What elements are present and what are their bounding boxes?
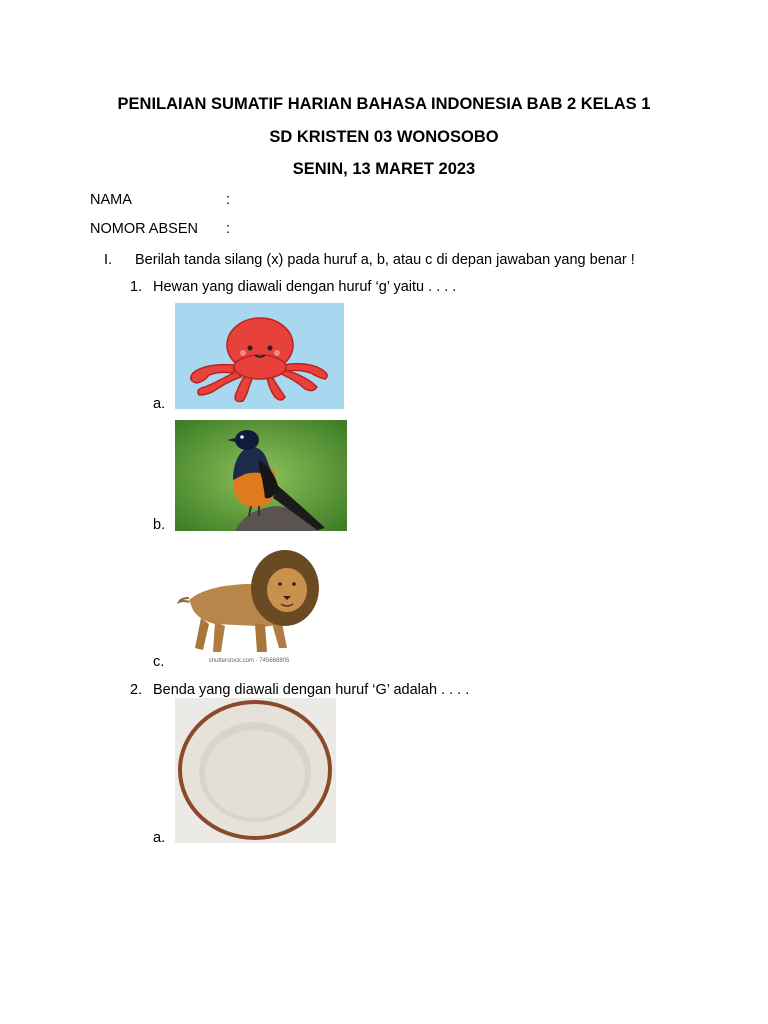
question-2-text: Benda yang diawali dengan huruf ‘G’ adalah . . . . bbox=[153, 682, 470, 698]
option-1c-letter: c. bbox=[153, 654, 165, 670]
question-2-number: 2. bbox=[130, 682, 143, 698]
plate-image bbox=[175, 698, 336, 843]
option-2a-letter: a. bbox=[153, 830, 166, 846]
exam-date: SENIN, 13 MARET 2023 bbox=[292, 160, 476, 178]
absen-colon: : bbox=[226, 221, 231, 237]
lion-image bbox=[175, 540, 323, 668]
question-1-text: Hewan yang diawali dengan huruf ‘g’ yaitu . . . . bbox=[153, 279, 457, 295]
image-watermark-caption: shutterstock.com · 745668805 bbox=[208, 658, 290, 664]
octopus-image bbox=[175, 303, 344, 409]
question-1-number: 1. bbox=[130, 279, 143, 295]
school-name: SD KRISTEN 03 WONOSOBO bbox=[269, 128, 499, 146]
absen-label: NOMOR ABSEN bbox=[90, 221, 198, 237]
section-number: I. bbox=[104, 252, 113, 268]
bird-image bbox=[175, 420, 347, 531]
page-title: PENILAIAN SUMATIF HARIAN BAHASA INDONESIA BAB 2 KELAS 1 bbox=[117, 95, 651, 113]
section-instruction: Berilah tanda silang (x) pada huruf a, b, atau c di depan jawaban yang benar ! bbox=[135, 252, 635, 268]
name-colon: : bbox=[226, 192, 231, 208]
option-1b-letter: b. bbox=[153, 517, 166, 533]
option-1a-letter: a. bbox=[153, 396, 166, 412]
name-label: NAMA bbox=[90, 192, 132, 208]
